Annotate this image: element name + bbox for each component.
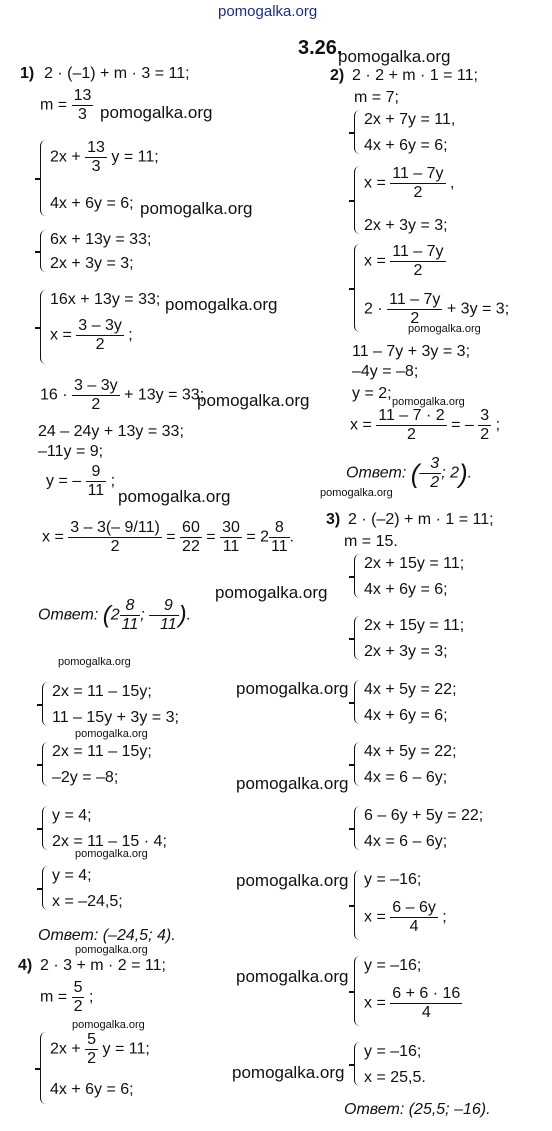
watermark: pomogalka.org bbox=[58, 656, 131, 668]
watermark: pomogalka.org bbox=[232, 1063, 345, 1082]
part-3-system-1: 2x + 15y = 11; 4x + 6y = 6; bbox=[354, 554, 504, 598]
watermark: pomogalka.org bbox=[140, 199, 253, 218]
part-1-system-1: 2x + $\frac{13}{3}$ y = 11; 4x + 6y = 6; bbox=[40, 140, 190, 216]
brace bbox=[354, 1042, 361, 1086]
part-3-system-3: 4x + 5y = 22; 4x + 6y = 6; bbox=[354, 680, 504, 724]
part-1-x-value: x = $\frac{3 - 3(- 9/11)}{2}$ = $\frac{60}{22}$ = $\frac{30}{11}$ = 2 $\frac{8}{11}$ . bbox=[42, 519, 295, 555]
watermark: pomogalka.org bbox=[72, 1019, 145, 1031]
brace bbox=[40, 290, 47, 364]
brace bbox=[354, 616, 361, 660]
problem-title: 3.26. bbox=[298, 37, 343, 59]
watermark: pomogalka.org bbox=[320, 487, 393, 499]
brace bbox=[354, 110, 361, 154]
part-1-y-value: y = – $\frac{9}{11}$ ; bbox=[46, 463, 116, 499]
part-1-answer-2: Ответ: (–24,5; 4). bbox=[38, 927, 176, 944]
brace bbox=[40, 230, 47, 272]
part-2-m-value: m = 7; bbox=[354, 89, 399, 106]
part-1-equation: 2 · (–1) + m · 3 = 11; bbox=[44, 65, 190, 82]
part-2-system-3: x = $\frac{11 - 7y}{2}$ 2 · $\frac{11 - 7y}{2}$ + 3y = 3; bbox=[354, 244, 514, 332]
brace bbox=[354, 956, 361, 1026]
watermark: pomogalka.org bbox=[236, 679, 349, 698]
watermark: pomogalka.org bbox=[100, 103, 213, 122]
part-2-line: –4y = –8; bbox=[352, 363, 419, 380]
watermark: pomogalka.org bbox=[75, 848, 148, 860]
part-2-equation: 2 · 2 + m · 1 = 11; bbox=[352, 67, 478, 84]
part-3-answer: Ответ: (25,5; –16). bbox=[344, 1101, 491, 1118]
watermark: pomogalka.org bbox=[118, 487, 231, 506]
part-1-answer: Ответ: (2 $\frac{8}{11}$ ; – $\frac{9}{11}$ ). bbox=[38, 597, 192, 633]
part-1-number: 1) bbox=[20, 65, 35, 82]
part-1-system-3: 16x + 13y = 33; x = $\frac{3 - 3y}{2}$ ; bbox=[40, 290, 190, 364]
watermark: pomogalka.org bbox=[75, 728, 148, 740]
brace bbox=[354, 742, 361, 786]
part-1-m-value: m = $\frac{13}{3}$ bbox=[40, 87, 92, 123]
watermark: pomogalka.org bbox=[75, 944, 148, 956]
brace bbox=[40, 140, 47, 216]
part-3-system-4: 4x + 5y = 22; 4x = 6 – 6y; bbox=[354, 742, 504, 786]
part-1-line: –11y = 9; bbox=[38, 443, 104, 460]
watermark: pomogalka.org bbox=[338, 47, 451, 66]
part-3-number: 3) bbox=[326, 511, 341, 528]
watermark-top: pomogalka.org bbox=[218, 3, 318, 20]
part-3-system-7: y = –16; x = $\frac{6 + 6 \cdot 16}{4}$ bbox=[354, 956, 504, 1026]
part-2-line: 11 – 7y + 3y = 3; bbox=[352, 343, 471, 360]
brace bbox=[42, 806, 49, 850]
part-1-system-7: y = 4; x = –24,5; bbox=[42, 866, 192, 910]
watermark: pomogalka.org bbox=[215, 583, 328, 602]
watermark: pomogalka.org bbox=[197, 391, 310, 410]
part-3-system-6: y = –16; x = $\frac{6 - 6y}{4}$ ; bbox=[354, 870, 504, 940]
part-4-m-value: m = $\frac{5}{2}$ ; bbox=[40, 979, 94, 1015]
brace bbox=[42, 682, 49, 726]
part-4-equation: 2 · 3 + m · 2 = 11; bbox=[40, 957, 166, 974]
part-3-equation: 2 · (–2) + m · 1 = 11; bbox=[348, 511, 494, 528]
brace bbox=[354, 870, 361, 940]
watermark: pomogalka.org bbox=[236, 871, 349, 890]
part-2-line: y = 2; bbox=[352, 385, 392, 402]
brace bbox=[354, 554, 361, 598]
part-3-system-2: 2x + 15y = 11; 2x + 3y = 3; bbox=[354, 616, 504, 660]
brace bbox=[42, 742, 49, 786]
brace bbox=[40, 1032, 47, 1104]
part-2-answer: Ответ: (– $\frac{3}{2}$ ; 2). bbox=[346, 455, 473, 491]
part-4-system-1: 2x + $\frac{5}{2}$ y = 11; 4x + 6y = 6; bbox=[40, 1032, 190, 1104]
part-1-line: 24 – 24y + 13y = 33; bbox=[38, 423, 184, 440]
part-3-m-value: m = 15. bbox=[344, 533, 398, 550]
brace bbox=[354, 806, 361, 850]
watermark: pomogalka.org bbox=[236, 967, 349, 986]
part-1-system-5: 2x = 11 – 15y; –2y = –8; bbox=[42, 742, 192, 786]
watermark: pomogalka.org bbox=[165, 295, 278, 314]
part-2-system-2: x = $\frac{11 - 7y}{2}$ , 2x + 3y = 3; bbox=[354, 166, 504, 234]
part-1-system-6: y = 4; 2x = 11 – 15 · 4; bbox=[42, 806, 192, 850]
part-1-system-4: 2x = 11 – 15y; 11 – 15y + 3y = 3; bbox=[42, 682, 192, 726]
part-2-system-1: 2x + 7y = 11, 4x + 6y = 6; bbox=[354, 110, 504, 154]
part-1-system-2: 6x + 13y = 33; 2x + 3y = 3; bbox=[40, 230, 190, 272]
part-1-substitution: 16 · $\frac{3 - 3y}{2}$ + 13y = 33; bbox=[40, 377, 205, 413]
watermark: pomogalka.org bbox=[236, 774, 349, 793]
brace bbox=[42, 866, 49, 910]
brace bbox=[354, 244, 361, 332]
part-3-system-8: y = –16; x = 25,5. bbox=[354, 1042, 504, 1086]
brace bbox=[354, 166, 361, 234]
brace bbox=[354, 680, 361, 724]
watermark: pomogalka.org bbox=[392, 396, 465, 408]
part-3-system-5: 6 – 6y + 5y = 22; 4x = 6 – 6y; bbox=[354, 806, 504, 850]
part-2-x-value: x = $\frac{11 - 7 \cdot 2}{2}$ = – $\frac{3}{2}$ ; bbox=[350, 407, 501, 443]
watermark: pomogalka.org bbox=[408, 323, 481, 335]
part-4-number: 4) bbox=[18, 957, 33, 974]
part-2-number: 2) bbox=[330, 67, 345, 84]
